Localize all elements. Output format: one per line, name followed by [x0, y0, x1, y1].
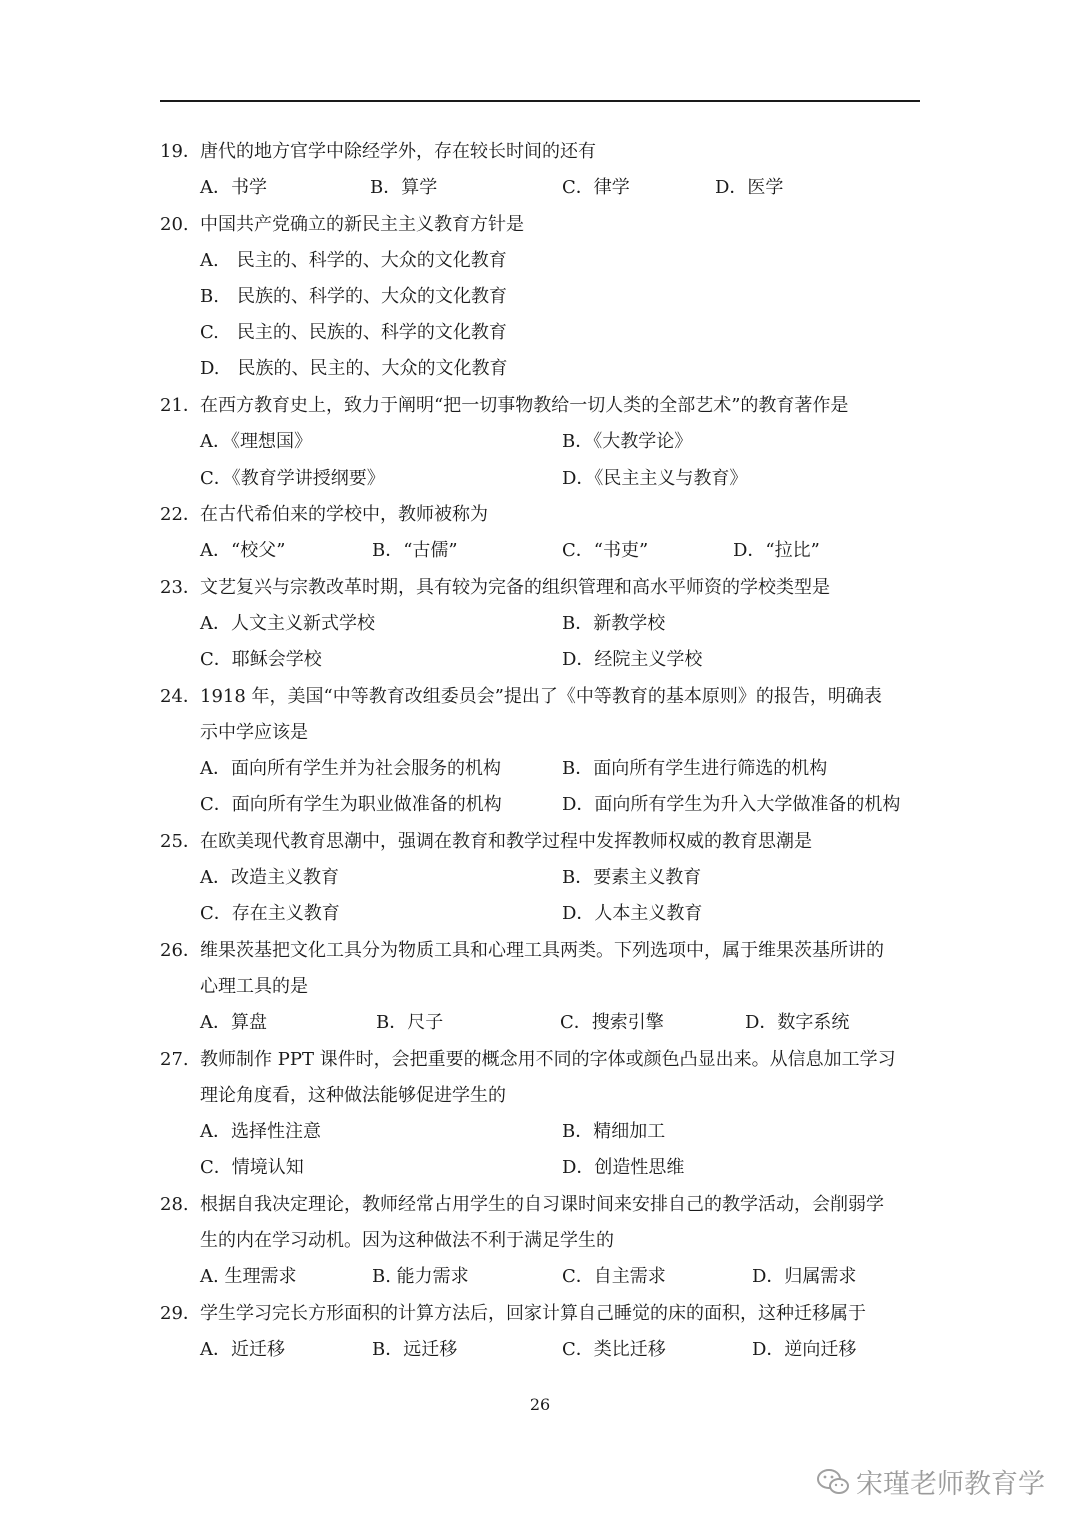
option-b: B．“古儒” — [372, 540, 458, 561]
option-a: A．人文主义新式学校 — [200, 613, 375, 634]
option-c: C．“书吏” — [562, 540, 649, 561]
question-stem-continued: 心理工具的是 — [200, 976, 308, 997]
question-stem-continued: 生的内在学习动机。因为这种做法不利于满足学生的 — [200, 1230, 614, 1251]
question-stem-continued: 理论角度看，这种做法能够促进学生的 — [200, 1085, 506, 1106]
option-b: B．要素主义教育 — [562, 867, 702, 888]
option-b: B．精细加工 — [562, 1121, 666, 1142]
question-number: 23． — [160, 577, 201, 598]
option-a: A．面向所有学生并为社会服务的机构 — [200, 758, 501, 779]
option-b: B. 民族的、科学的、大众的文化教育 — [200, 286, 507, 307]
option-c: C．类比迁移 — [562, 1339, 666, 1360]
option-d: D．《民主主义与教育》 — [562, 468, 748, 489]
question-stem: 教师制作 PPT 课件时，会把重要的概念用不同的字体或颜色凸显出来。从信息加工学习 — [200, 1049, 896, 1070]
option-a: A．算盘 — [200, 1012, 267, 1033]
option-c: C．搜索引擎 — [560, 1012, 664, 1033]
question-number: 26． — [160, 940, 201, 961]
option-c: C．律学 — [562, 177, 630, 198]
option-a: A．近迁移 — [200, 1339, 285, 1360]
option-a: A．选择性注意 — [200, 1121, 321, 1142]
question-stem: 中国共产党确立的新民主主义教育方针是 — [200, 214, 524, 235]
option-a: A．书学 — [200, 177, 267, 198]
question-stem: 文艺复兴与宗教改革时期，具有较为完备的组织管理和高水平师资的学校类型是 — [200, 577, 830, 598]
option-d: D．医学 — [715, 177, 784, 198]
header-rule — [160, 100, 920, 102]
option-d: D．归属需求 — [752, 1266, 857, 1287]
question-number: 19． — [160, 141, 201, 162]
watermark-text: 宋瑾老师教育学 — [856, 1469, 1045, 1500]
question-stem: 在古代希伯来的学校中，教师被称为 — [200, 504, 488, 525]
question-number: 29． — [160, 1303, 201, 1324]
question-stem: 唐代的地方官学中除经学外，存在较长时间的还有 — [200, 141, 596, 162]
option-c: C. 民主的、民族的、科学的文化教育 — [200, 322, 507, 343]
option-c: C．自主需求 — [562, 1266, 666, 1287]
option-c: C．面向所有学生为职业做准备的机构 — [200, 794, 502, 815]
question-number: 27. — [160, 1049, 189, 1070]
option-b: B．算学 — [370, 177, 438, 198]
option-c: C．《教育学讲授纲要》 — [200, 468, 385, 489]
option-b: B．远迁移 — [372, 1339, 458, 1360]
option-d: D．数字系统 — [745, 1012, 850, 1033]
question-number: 28. — [160, 1194, 189, 1215]
option-d: D．创造性思维 — [562, 1157, 685, 1178]
option-a: A．改造主义教育 — [200, 867, 339, 888]
page-number: 26 — [529, 1395, 551, 1414]
option-d: D．“拉比” — [733, 540, 820, 561]
option-a: A. 民主的、科学的、大众的文化教育 — [200, 250, 507, 271]
wechat-icon — [816, 1468, 850, 1496]
option-a: A. 生理需求 — [200, 1266, 297, 1287]
question-stem: 学生学习完长方形面积的计算方法后，回家计算自己睡觉的床的面积，这种迁移属于 — [200, 1303, 866, 1324]
question-number: 20. — [160, 214, 189, 235]
option-d: D. 民族的、民主的、大众的文化教育 — [200, 358, 508, 379]
question-number: 25． — [160, 831, 201, 852]
option-c: C．情境认知 — [200, 1157, 304, 1178]
option-b: B．《大教学论》 — [562, 431, 693, 452]
question-stem: 在欧美现代教育思潮中，强调在教育和教学过程中发挥教师权威的教育思潮是 — [200, 831, 812, 852]
option-d: D．面向所有学生为升入大学做准备的机构 — [562, 794, 901, 815]
question-stem: 在西方教育史上，致力于阐明“把一切事物教给一切人类的全部艺术”的教育著作是 — [200, 395, 849, 416]
option-a: A．“校父” — [200, 540, 286, 561]
question-stem: 根据自我决定理论，教师经常占用学生的自习课时间来安排自己的教学活动，会削弱学 — [200, 1194, 884, 1215]
question-stem-continued: 示中学应该是 — [200, 722, 308, 743]
option-c: C．存在主义教育 — [200, 903, 340, 924]
option-b: B. 能力需求 — [372, 1266, 469, 1287]
question-number: 24． — [160, 686, 201, 707]
option-c: C．耶稣会学校 — [200, 649, 322, 670]
question-number: 22． — [160, 504, 201, 525]
watermark — [816, 1462, 1045, 1501]
question-stem: 1918 年，美国“中等教育改组委员会”提出了《中等教育的基本原则》的报告，明确表 — [200, 686, 882, 707]
option-d: D．经院主义学校 — [562, 649, 703, 670]
option-d: D．人本主义教育 — [562, 903, 703, 924]
question-stem: 维果茨基把文化工具分为物质工具和心理工具两类。下列选项中，属于维果茨基所讲的 — [200, 940, 884, 961]
option-d: D．逆向迁移 — [752, 1339, 857, 1360]
question-number: 21． — [160, 395, 201, 416]
option-b: B．尺子 — [376, 1012, 444, 1033]
option-a: A．《理想国》 — [200, 431, 312, 452]
option-b: B．面向所有学生进行筛选的机构 — [562, 758, 828, 779]
option-b: B．新教学校 — [562, 613, 666, 634]
